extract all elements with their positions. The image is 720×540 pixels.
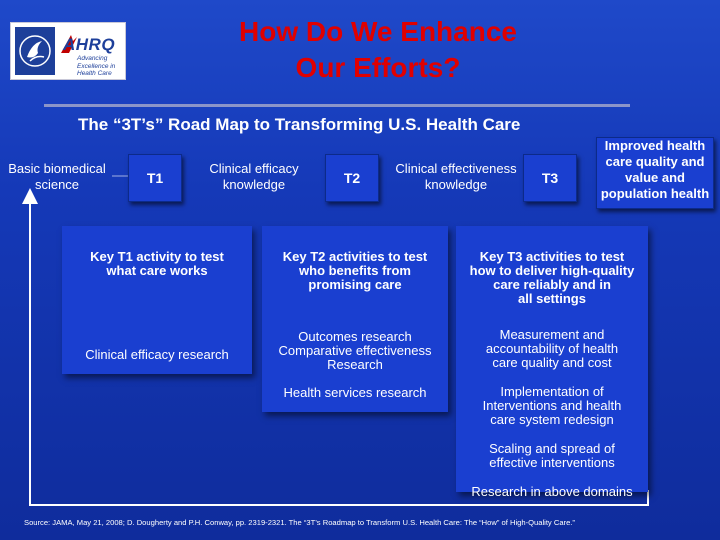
ahrq-tagline: Advancing Excellence in Health Care	[77, 55, 116, 77]
stage-clinical-efficacy: Clinical efficacy knowledge	[209, 161, 299, 192]
roadmap-subtitle: The “3T’s” Road Map to Transforming U.S. Health Care	[78, 115, 521, 134]
t2-box: T2	[325, 154, 379, 202]
title-line-2: Our Efforts?	[295, 52, 461, 83]
t3-key-activity: Key T3 activities to test how to deliver high-quality care reliably and in all settings	[469, 249, 635, 306]
t3-item-measurement: Measurement and accountability of health care quality and cost	[485, 327, 619, 370]
t3-activities-panel	[456, 226, 648, 499]
stage-clinical-effectiveness: Clinical effectiveness knowledge	[395, 161, 517, 192]
t1-key-activity: Key T1 activity to test what care works	[90, 249, 224, 278]
t2-key-activity: Key T2 activities to test who benefits from promising care	[282, 249, 428, 292]
t3-item-implementation: Implementation of Interventions and health care system redesign	[482, 384, 622, 427]
t2-activities-panel	[262, 226, 448, 412]
result-box: Improved health care quality and value and population health	[596, 137, 714, 209]
t3-item-scaling: Scaling and spread of effective interventions	[489, 441, 615, 470]
t3-box: T3	[523, 154, 577, 202]
source-citation: Source: JAMA, May 21, 2008; D. Dougherty and P.H. Conway, pp. 2319-2321. The “3T’s Roadmap to Transform U.S. Health Care: The “How” of High-Quality Care.”	[24, 518, 575, 527]
title-line-1: How Do We Enhance	[239, 16, 517, 47]
t2-item-outcomes-research: Outcomes research Comparative effectiveness Research	[278, 329, 432, 372]
ahrq-wordmark: AHRQ	[63, 35, 116, 54]
t1-item-efficacy-research: Clinical efficacy research	[85, 347, 229, 362]
stage-basic-science: Basic biomedical science	[8, 161, 106, 192]
t1-box: T1	[128, 154, 182, 202]
t1-activities-panel	[62, 226, 252, 374]
t2-item-health-services-research: Health services research	[283, 385, 427, 400]
t3-item-research-domains: Research in above domains	[471, 484, 633, 499]
